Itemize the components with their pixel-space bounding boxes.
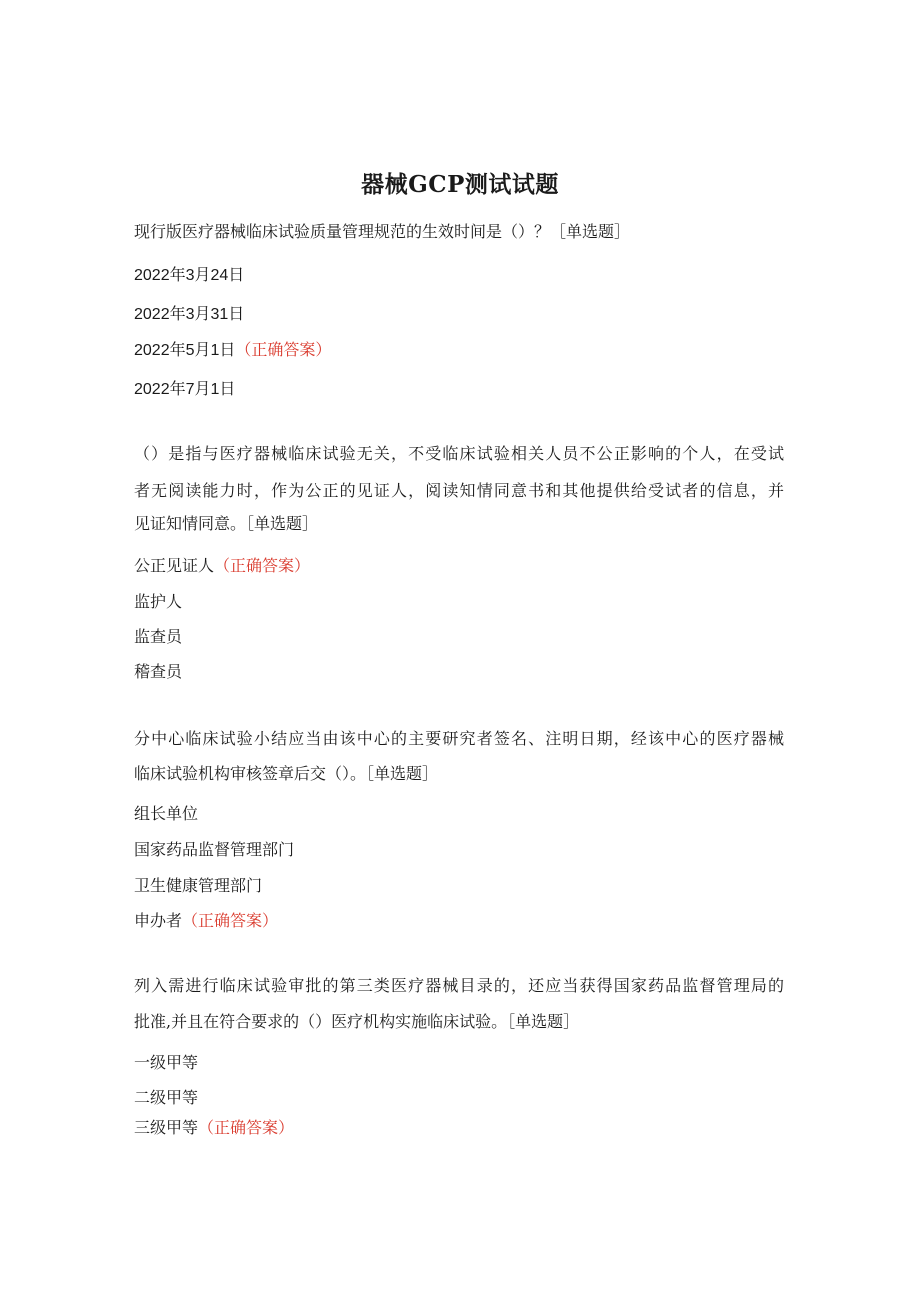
question-4-option-1: 一级甲等	[134, 1053, 199, 1072]
correct-answer-marker: （正确答案）	[235, 340, 332, 359]
question-3-option-3: 卫生健康管理部门	[134, 876, 263, 895]
question-4-text-line-1: 列入需进行临床试验审批的第三类医疗器械目录的，还应当获得国家药品监督管理局的	[134, 976, 784, 995]
correct-answer-marker: （正确答案）	[182, 911, 279, 930]
question-1-option-3: 2022年5月1日（正确答案）	[134, 340, 332, 359]
question-3-text-line-1: 分中心临床试验小结应当由该中心的主要研究者签名、注明日期，经该中心的医疗器械	[134, 729, 784, 748]
question-2-text-line-2: 者无阅读能力时，作为公正的见证人，阅读知情同意书和其他提供给受试者的信息，并	[134, 481, 784, 500]
question-1-option-2: 2022年3月31日	[134, 306, 245, 323]
question-4-option-3: 三级甲等（正确答案）	[134, 1118, 295, 1137]
question-3-option-4: 申办者（正确答案）	[134, 911, 279, 930]
question-1-text: 现行版医疗器械临床试验质量管理规范的生效时间是（）？［单选题］	[134, 222, 631, 241]
question-3-option-1: 组长单位	[134, 804, 199, 823]
question-2-option-3: 监查员	[134, 627, 183, 646]
question-2-option-2: 监护人	[134, 592, 183, 611]
question-1-option-4: 2022年7月1日	[134, 381, 236, 398]
document-title: 器械GCP测试试题	[361, 171, 559, 198]
question-4-option-2: 二级甲等	[134, 1088, 199, 1107]
question-1-option-1: 2022年3月24日	[134, 267, 245, 284]
question-2-text-line-1: （）是指与医疗器械临床试验无关，不受临床试验相关人员不公正影响的个人，在受试	[134, 444, 784, 463]
question-3-text-line-2: 临床试验机构审核签章后交（）。［单选题］	[134, 764, 439, 783]
correct-answer-marker: （正确答案）	[214, 556, 311, 575]
question-4-text-line-2: 批准,并且在符合要求的（）医疗机构实施临床试验。［单选题］	[134, 1012, 580, 1031]
question-3-option-2: 国家药品监督管理部门	[134, 840, 295, 859]
question-2-option-1: 公正见证人（正确答案）	[134, 556, 311, 575]
question-2-text-line-3: 见证知情同意。［单选题］	[134, 514, 319, 533]
question-2-option-4: 稽查员	[134, 662, 183, 681]
correct-answer-marker: （正确答案）	[198, 1118, 295, 1137]
